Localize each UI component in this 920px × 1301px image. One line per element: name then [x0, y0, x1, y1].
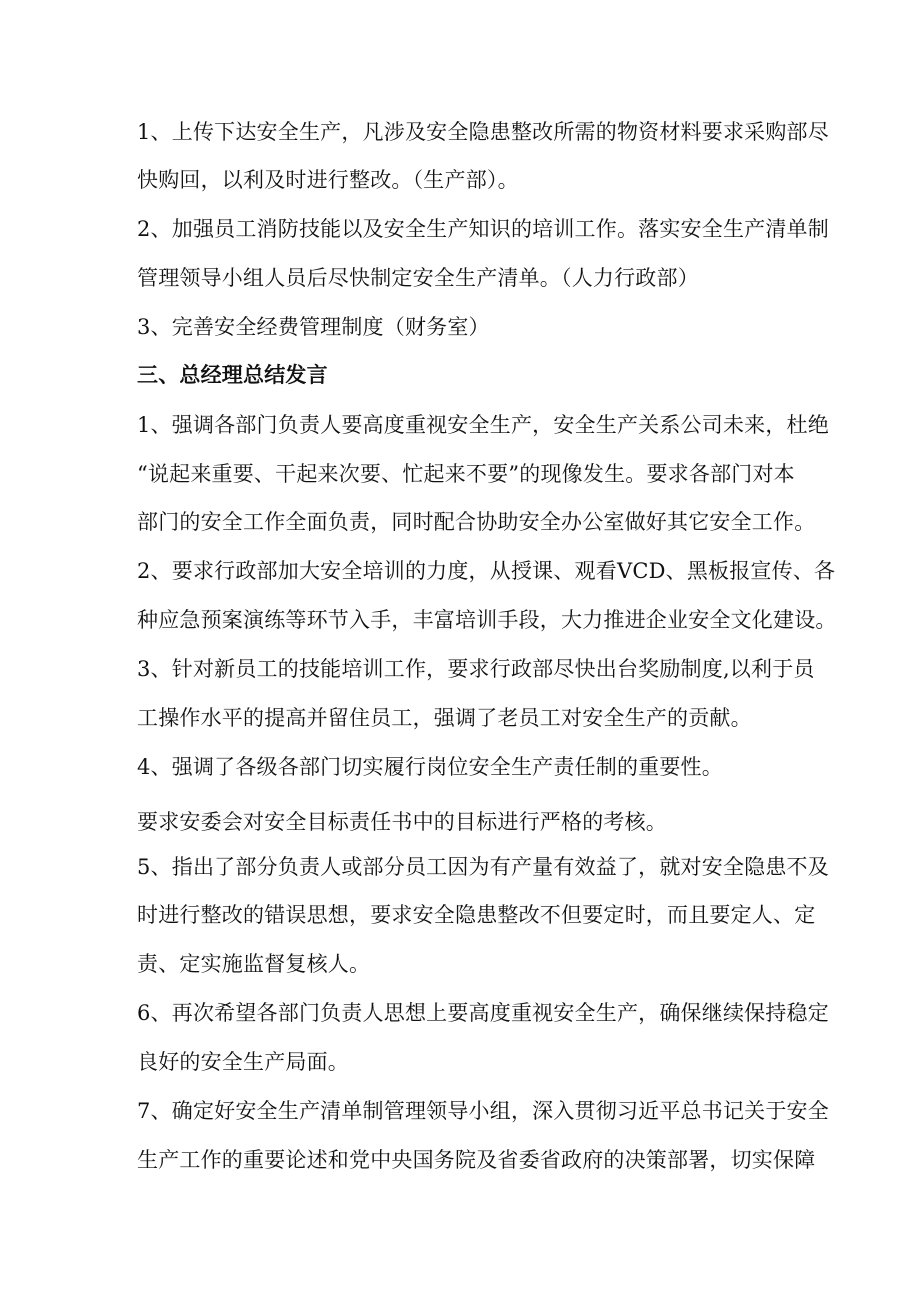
paragraph-line: 责、定实施监督复核人。 [137, 952, 371, 976]
paragraph-line: 6、再次希望各部门负责人思想上要高度重视安全生产，确保继续保持稳定 [137, 1001, 829, 1025]
paragraph-line: 5、指出了部分负责人或部分员工因为有产量有效益了，就对安全隐患不及 [137, 855, 829, 879]
paragraph-line: 要求安委会对安全目标责任书中的目标进行严格的考核。 [137, 810, 667, 834]
paragraph-line: 4、强调了各级各部门切实履行岗位安全生产责任制的重要性。 [137, 755, 723, 779]
section-heading: 三、总经理总结发言 [137, 362, 328, 387]
paragraph-line: 2、要求行政部加大安全培训的力度，从授课、观看VCD、黑板报宣传、各 [137, 559, 836, 583]
paragraph-line: 2、加强员工消防技能以及安全生产知识的培训工作。落实安全生产清单制 [137, 217, 829, 241]
paragraph-line: 部门的安全工作全面负责，同时配合协助安全办公室做好其它安全工作。 [137, 510, 816, 534]
paragraph-line: 3、完善安全经费管理制度（财务室） [137, 315, 490, 339]
paragraph-line: 1、上传下达安全生产，凡涉及安全隐患整改所需的物资材料要求采购部尽 [137, 120, 829, 144]
paragraph-line: 生产工作的重要论述和党中央国务院及省委省政府的决策部署，切实保障 [137, 1148, 816, 1172]
paragraph-line: 7、确定好安全生产清单制管理领导小组，深入贯彻习近平总书记关于安全 [137, 1099, 829, 1123]
paragraph-line: 良好的安全生产局面。 [137, 1050, 349, 1074]
paragraph-line: 时进行整改的错误思想，要求安全隐患整改不但要定时，而且要定人、定 [137, 903, 816, 927]
paragraph-line: 管理领导小组人员后尽快制定安全生产清单。（人力行政部） [137, 266, 699, 290]
paragraph-line: 工操作水平的提高并留住员工，强调了老员工对安全生产的贡献。 [137, 706, 752, 730]
paragraph-line: 种应急预案演练等环节入手，丰富培训手段，大力推进企业安全文化建设。 [137, 608, 837, 632]
paragraph-line: 3、针对新员工的技能培训工作，要求行政部尽快出台奖励制度,以利于员 [137, 657, 815, 681]
paragraph-line: 1、强调各部门负责人要高度重视安全生产，安全生产关系公司未来，杜绝 [137, 413, 829, 437]
paragraph-line: 快购回，以利及时进行整改。（生产部）。 [137, 168, 519, 192]
paragraph-line: “说起来重要、干起来次要、忙起来不要”的现像发生。要求各部门对本 [137, 462, 795, 486]
